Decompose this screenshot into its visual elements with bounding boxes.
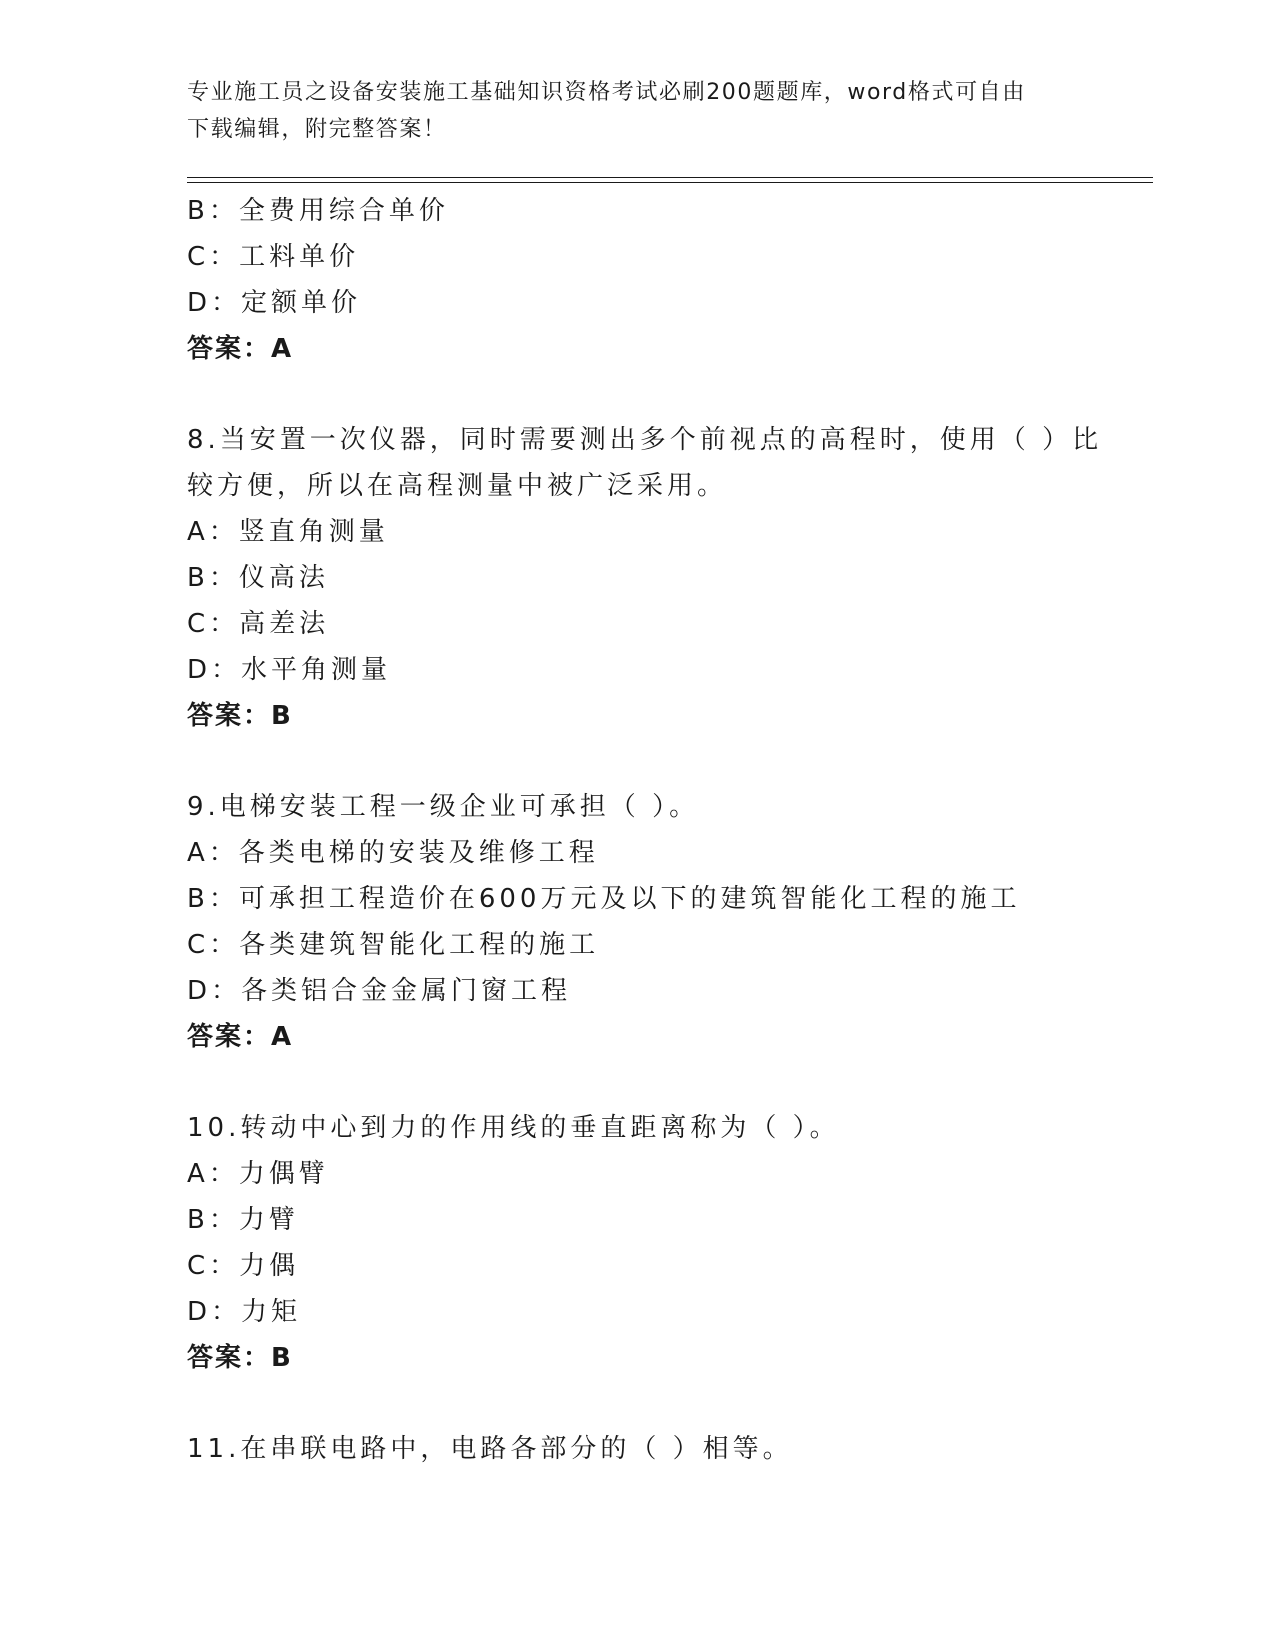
- question-10: [187, 1105, 1147, 1381]
- option-b: B：全费用综合单价: [187, 196, 449, 226]
- answer-line: 答案：A: [187, 334, 294, 364]
- question-list: [187, 188, 1147, 1472]
- document-header: [187, 74, 1087, 148]
- question-stem: 10.转动中心到力的作用线的垂直距离称为（ ）。: [187, 1113, 840, 1143]
- spacer: [187, 1381, 1147, 1426]
- answer-line: 答案：B: [187, 701, 293, 731]
- option-b: B：仪高法: [187, 563, 329, 593]
- option-d: D：定额单价: [187, 288, 362, 318]
- header-title-line-2: 下载编辑，附完整答案！: [187, 117, 447, 142]
- question-stem: 9.电梯安装工程一级企业可承担（ ）。: [187, 792, 700, 822]
- option-a: A：各类电梯的安装及维修工程: [187, 838, 599, 868]
- option-a: A：竖直角测量: [187, 517, 389, 547]
- spacer: [187, 1060, 1147, 1105]
- question-9: [187, 784, 1147, 1060]
- option-c: C：高差法: [187, 609, 330, 639]
- question-stem: 11.在串联电路中，电路各部分的（ ）相等。: [187, 1434, 793, 1464]
- option-d: D：水平角测量: [187, 655, 392, 685]
- spacer: [187, 739, 1147, 784]
- option-c: C：工料单价: [187, 242, 360, 272]
- answer-line: 答案：B: [187, 1343, 293, 1373]
- header-title-line-1: 专业施工员之设备安装施工基础知识资格考试必刷200题题库，word格式可自由: [187, 80, 1026, 105]
- option-c: C：力偶: [187, 1251, 300, 1281]
- question-7-partial: [187, 188, 1147, 372]
- header-divider: [187, 177, 1153, 183]
- answer-line: 答案：A: [187, 1022, 294, 1052]
- option-a: A：力偶臂: [187, 1159, 329, 1189]
- question-11: [187, 1426, 1147, 1472]
- option-c: C：各类建筑智能化工程的施工: [187, 930, 600, 960]
- question-stem: 8.当安置一次仪器，同时需要测出多个前视点的高程时，使用（ ）比: [187, 425, 1103, 455]
- option-d: D：力矩: [187, 1297, 302, 1327]
- option-b: B：力臂: [187, 1205, 299, 1235]
- option-d: D：各类铝合金金属门窗工程: [187, 976, 572, 1006]
- question-stem-continued: 较方便，所以在高程测量中被广泛采用。: [187, 471, 728, 501]
- option-b: B：可承担工程造价在600万元及以下的建筑智能化工程的施工: [187, 884, 1021, 914]
- spacer: [187, 372, 1147, 417]
- question-8: [187, 417, 1147, 739]
